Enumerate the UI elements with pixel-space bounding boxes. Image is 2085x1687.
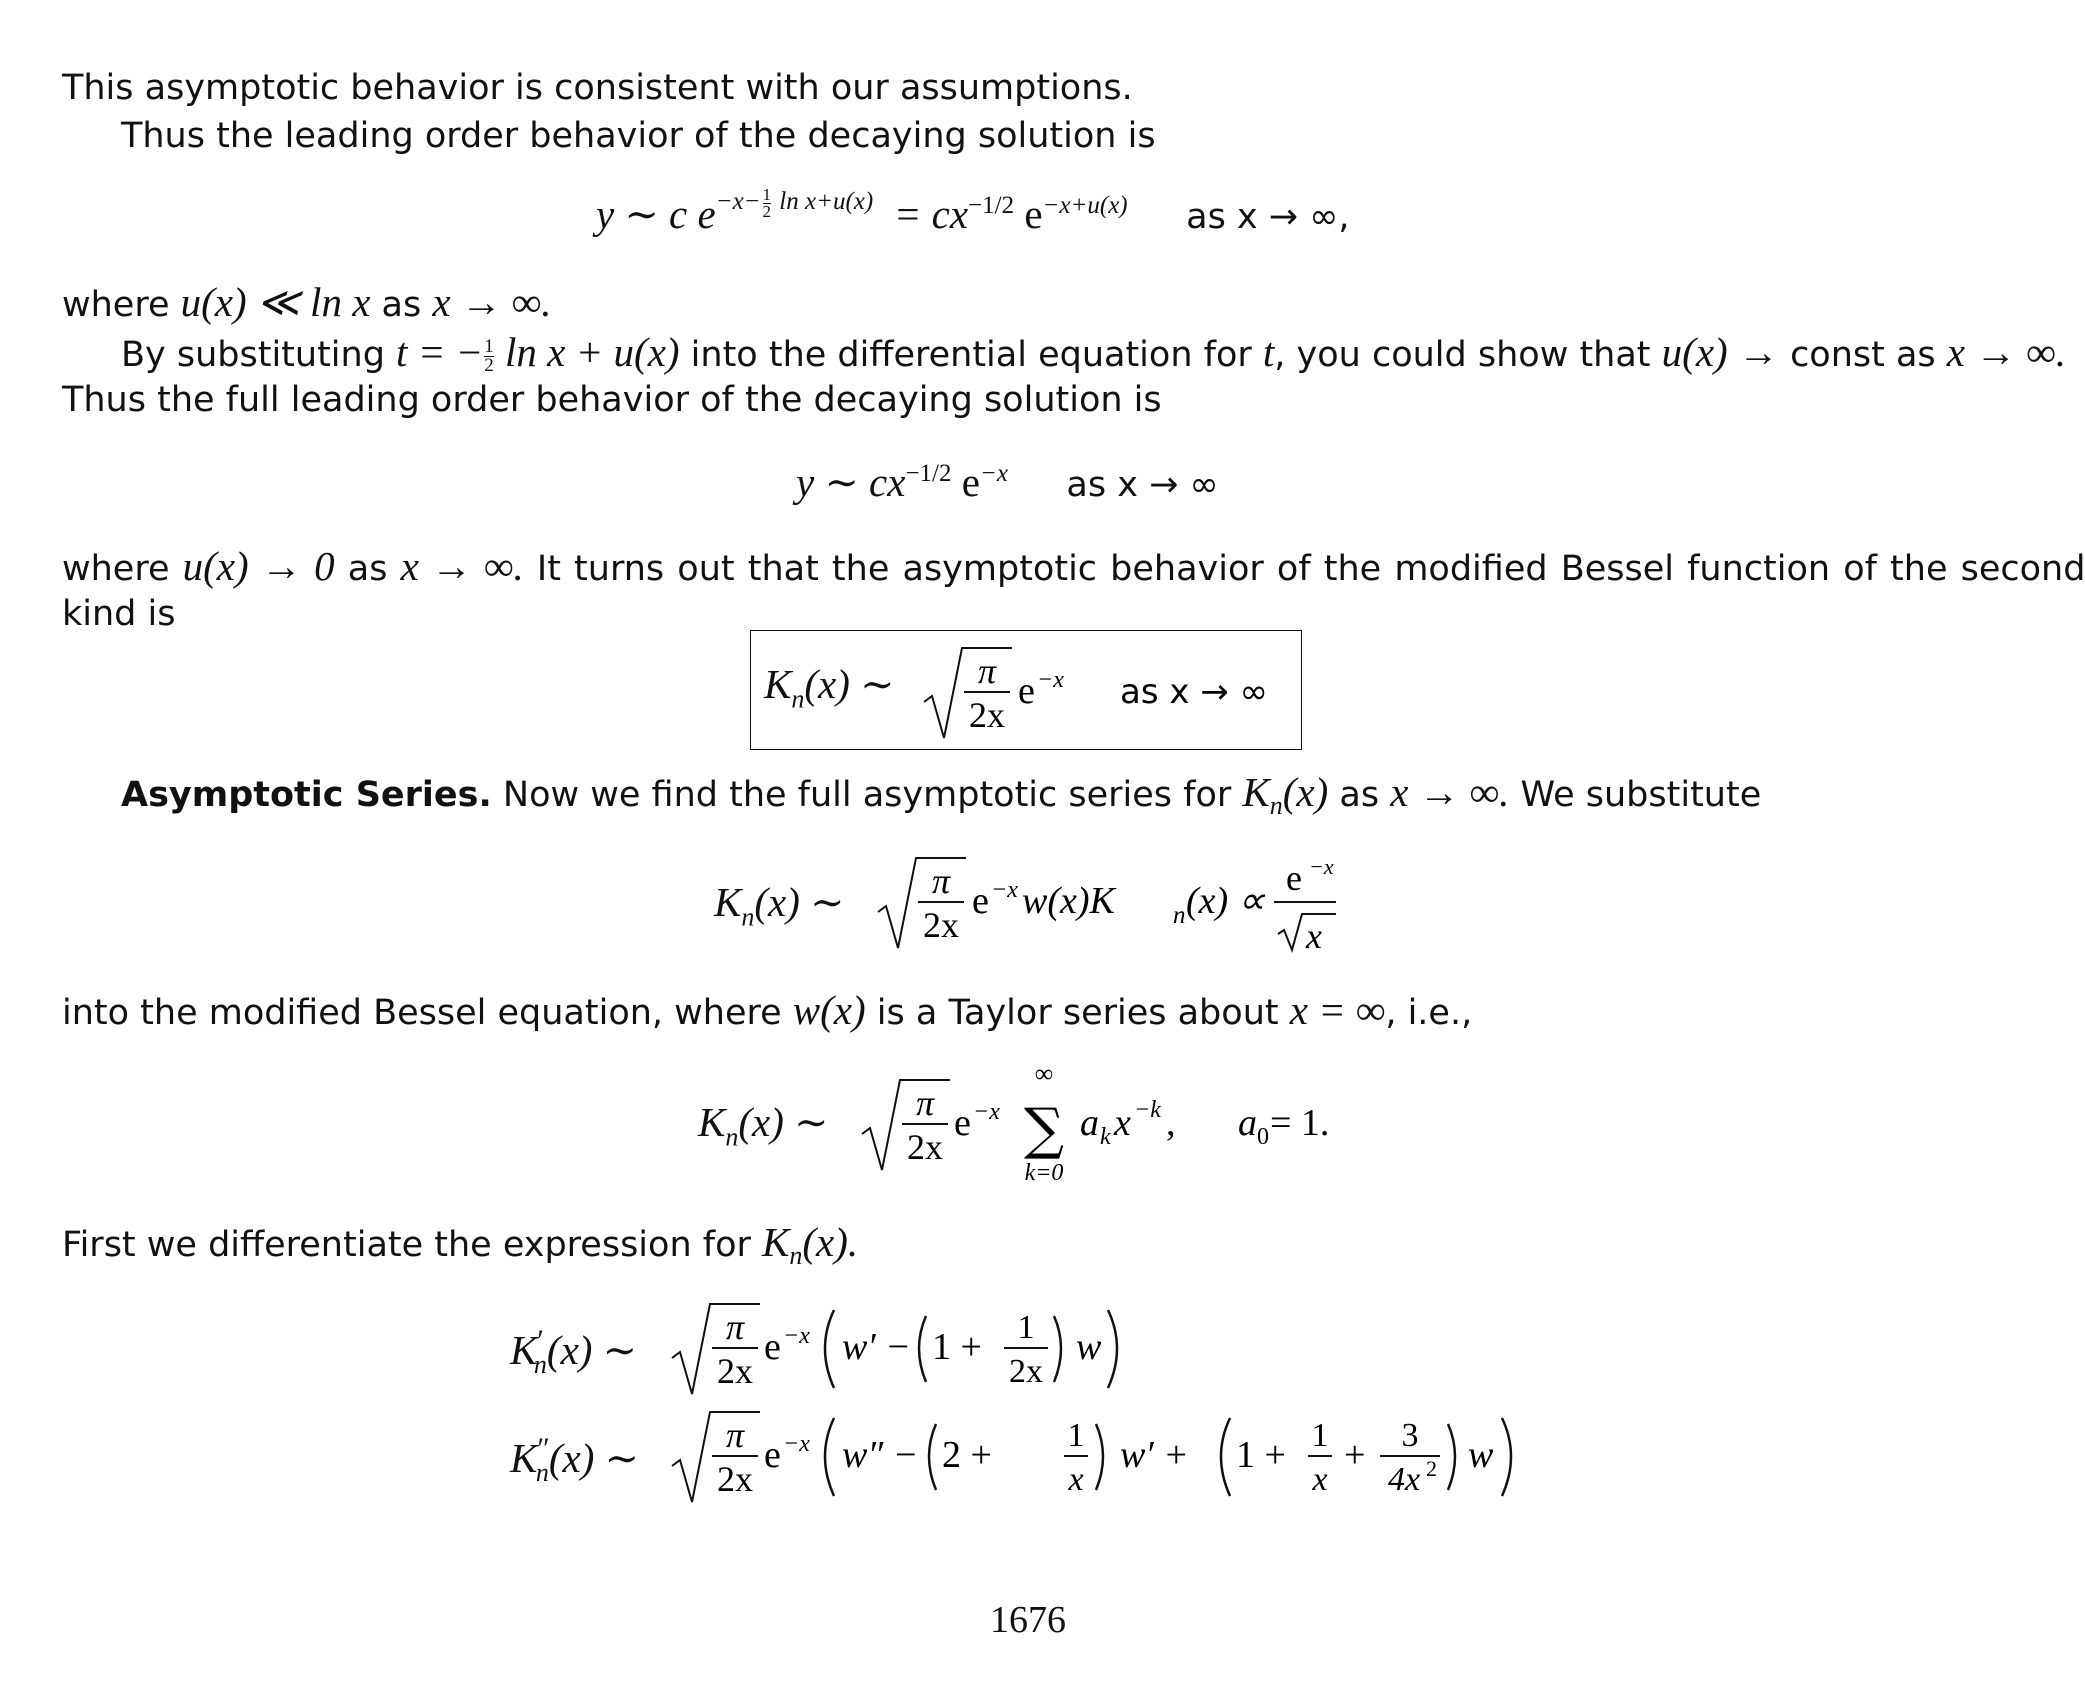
frac-num: 1 [1017,1309,1035,1346]
math-inline: w(x) [792,987,866,1033]
para-text [121,330,2066,377]
page-number [990,1598,1066,1642]
subscript: n [789,1241,803,1270]
sqrt-fraction [920,640,1268,744]
frac-den: 4x [1387,1461,1421,1498]
term: 2 + [942,1434,992,1476]
eq-mid: w(x)K [1022,880,1115,922]
subscript: n [725,1122,739,1152]
sentence: Thus the leading order behavior of the decaying solution is [121,116,1156,156]
frac-den: 2x [717,1351,753,1391]
math-inline: x → ∞. [1390,769,1510,815]
frac-den: 2x [969,695,1005,735]
frac-den: 2x [923,905,959,945]
math-inline: K [1242,769,1270,815]
para-text [62,66,1133,110]
exp-base: e [764,1434,781,1476]
equation-6-lhs [510,1434,639,1488]
frac-num: 1 [1311,1417,1329,1454]
exponent: −x [991,877,1018,903]
frac-den: x [1068,1461,1084,1498]
frac-num: π [977,651,997,691]
para-text [62,1220,858,1278]
eq-lhs: K [510,1327,538,1373]
math-inline: x = ∞ [1289,987,1386,1033]
math-inline: t [1262,329,1275,375]
exponent: 2 [1426,1456,1437,1481]
eq-condition: as x → ∞ [1066,465,1219,505]
text: It turns out that the asymptotic behavior of the modified Bessel function of the second [523,549,2085,589]
term: 1 + [932,1326,982,1368]
text: We substitute [1509,775,1762,815]
math-inline: u(x) ≪ ln x [180,279,371,325]
frac-num: 1 [1067,1417,1085,1454]
text: kind is [62,594,176,634]
subscript: n [1173,902,1186,929]
para-text [62,280,552,327]
math-inline: (x) [1282,769,1329,815]
eq-lhs: K [510,1435,538,1481]
exponent: −k [1134,1097,1161,1123]
text: into the differential equation for [679,335,1263,375]
exponent: −x [973,1099,1000,1125]
exponent: −x [1037,667,1064,693]
math-inline: u(x) → [1661,329,1779,375]
exponent: −x [1309,854,1334,879]
frac-num: π [725,1307,745,1347]
boxed-equation [764,660,894,714]
math-inline: x → ∞. [432,279,552,325]
frac-den: 2 [484,354,494,376]
equation-3-lhs [714,878,844,932]
exponent: −1/2 [968,192,1015,219]
sentence: Thus the full leading order behavior of the decaying solution is [62,380,1162,420]
frac-den: 2x [1009,1353,1043,1390]
text: as [334,549,401,589]
equation-5-rhs [668,1296,1208,1406]
text: Now we find the full asymptotic series for [491,775,1243,815]
term: 1 + [1236,1434,1286,1476]
math-inline: ln x + u(x) [494,329,680,375]
term: w [1468,1434,1494,1476]
para-text [62,592,175,636]
exponent: −1/2 [905,460,952,487]
equation-4-lhs [698,1098,828,1152]
para-text [62,988,1472,1035]
subscript: k [1100,1124,1111,1150]
frac-num: 3 [1401,1417,1419,1454]
para-text [62,378,1162,422]
term: w [1076,1326,1102,1368]
eq-arg: (x) ∼ [754,879,845,925]
eq-lhs: K [764,661,792,707]
text: as [1328,775,1391,815]
text: const as [1778,335,1947,375]
prime: ′ [537,1324,544,1357]
eq-arg: (x) ∼ [548,1435,639,1481]
eq-condition: as x → ∞, [1186,197,1350,237]
frac-den: 2 [762,201,772,221]
eq-arg: (x) ∼ [738,1099,829,1145]
eq-lhs: y ∼ c e [596,191,716,237]
term: = 1. [1270,1102,1330,1144]
math-inline: (x). [802,1219,859,1265]
eq-arg: (x) ∼ [804,661,895,707]
equation-4-rhs [858,1060,1378,1190]
math-inline: x → ∞. [1946,329,2066,375]
subscript: n [791,684,805,714]
section-heading: Asymptotic Series. [121,775,492,815]
frac-num: π [915,1083,935,1123]
math-inline: x → ∞. [400,543,524,589]
frac-den: 2x [907,1127,943,1167]
exponent: −x+u(x) [1042,192,1128,219]
para-text [62,544,2085,591]
term: w′ + [1120,1434,1189,1476]
text: where [62,549,183,589]
text: By substituting [121,335,397,375]
prime: ″ [537,1432,550,1465]
exp-base: e [1018,670,1035,712]
exp-base: e [954,1102,971,1144]
term: a [1238,1102,1257,1144]
exponent: −x− [715,188,761,215]
frac-den: 2x [717,1459,753,1499]
para-text [121,114,1156,158]
text: , i.e., [1385,993,1473,1033]
text: is a Taylor series about [865,993,1290,1033]
equation-6-rhs [668,1404,1568,1514]
text: First we differentiate the expression for [62,1225,762,1265]
eq-lhs: K [714,879,742,925]
math-inline: K [762,1219,790,1265]
exponent: −x [979,460,1008,487]
term: w″ − [842,1434,919,1476]
frac-num: e [1286,858,1302,898]
equation-3-rhs [874,850,1354,960]
eq-condition: as x → ∞ [1120,672,1268,712]
exponent: −x [783,1323,810,1349]
term: + [1344,1434,1366,1476]
equation-5-lhs [510,1326,637,1380]
exponent: −x [783,1431,810,1457]
eq-arg: (x) ∼ [546,1327,638,1373]
eq-mid: = cx [893,191,969,237]
eq-lhs: y ∼ cx [796,459,906,505]
sentence: This asymptotic behavior is consistent with our assumptions. [62,68,1133,108]
subscript: n [741,902,755,932]
eq-lhs: K [698,1099,726,1145]
eq-tail: e [1014,191,1043,237]
frac-num: 1 [762,184,772,204]
math-inline: t = − [396,329,484,375]
exponent: ln x+u(x) [773,188,874,215]
sum-icon: ∑ [1024,1097,1064,1162]
term: a [1080,1102,1099,1144]
eq-arg: (x) ∝ [1186,880,1265,922]
subscript: n [535,1458,549,1488]
equation-2 [796,458,1219,507]
exp-base: e [764,1326,781,1368]
text: into the modified Bessel equation, where [62,993,793,1033]
equation-1 [596,184,1350,239]
text: as [370,285,433,325]
subscript: 0 [1257,1124,1269,1150]
sum-lower: k=0 [1024,1160,1064,1186]
term: w′ − [842,1326,911,1368]
text: where [62,285,181,325]
term: x [1114,1102,1131,1144]
frac-num: π [931,861,951,901]
subscript: n [1269,791,1283,820]
sum-upper: ∞ [1034,1059,1054,1088]
frac-den: x [1306,916,1322,956]
page-number-text: 1676 [990,1599,1066,1641]
exp-base: e [972,880,989,922]
comma: , [1166,1102,1176,1144]
text: , you could show that [1274,335,1662,375]
section-paragraph [121,770,1761,828]
eq-tail: e [951,459,980,505]
subscript: n [533,1350,547,1380]
math-inline: u(x) → 0 [182,543,335,589]
frac-den: x [1312,1461,1328,1498]
frac-num: π [725,1415,745,1455]
frac-num: 1 [484,335,494,357]
